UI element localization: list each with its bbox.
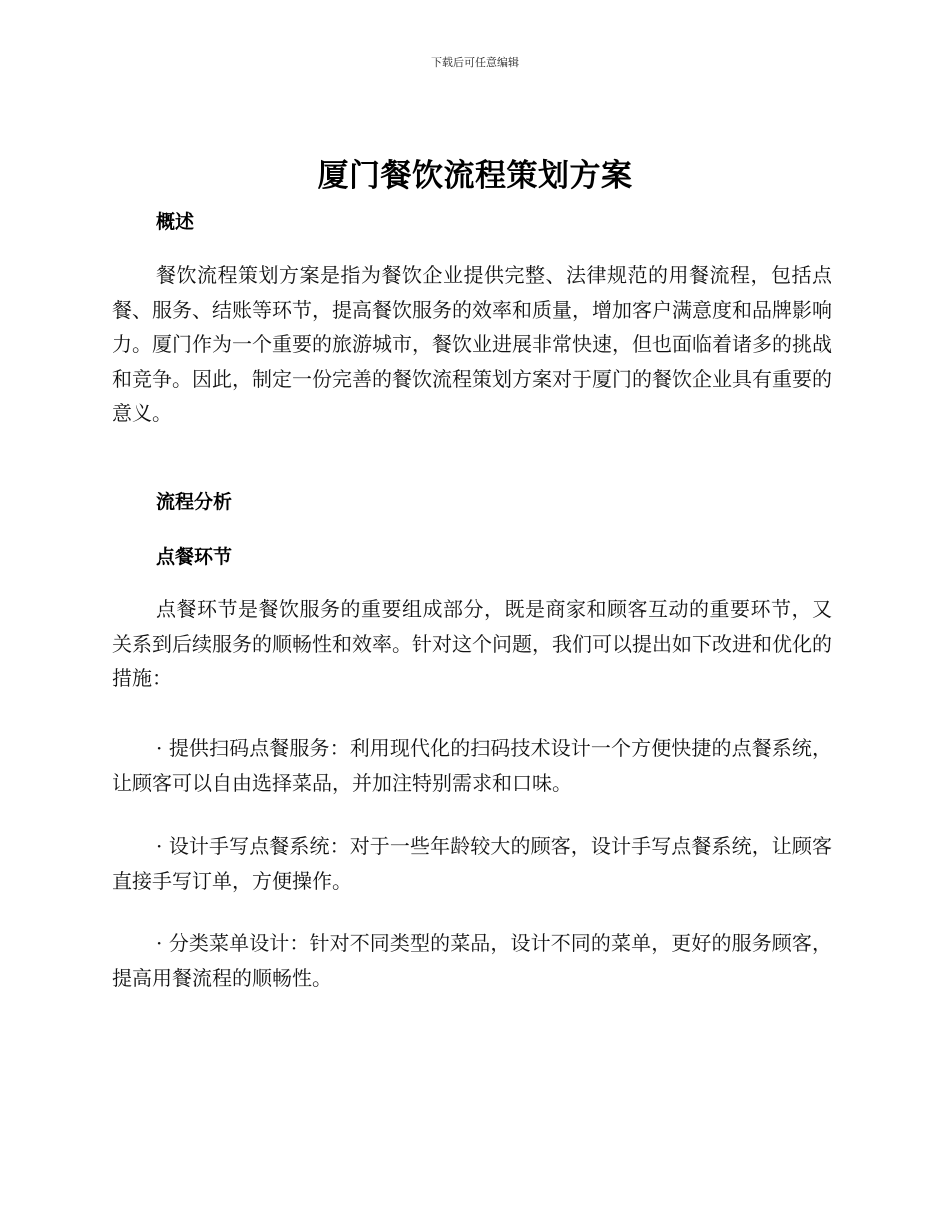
- ordering-heading: 点餐环节: [156, 546, 233, 568]
- document-title: 厦门餐饮流程策划方案: [317, 158, 633, 194]
- ordering-intro-paragraph: 点餐环节是餐饮服务的重要组成部分，既是商家和顾客互动的重要环节，又关系到后续服务的顺畅性和效率。针对这个问题，我们可以提出如下改进和优化的措施：: [112, 597, 832, 690]
- bullet-item: · 设计手写点餐系统：对于一些年龄较大的顾客，设计手写点餐系统，让顾客直接手写订单，方便操作。: [112, 834, 832, 893]
- header-note: 下载后可任意编辑: [431, 56, 519, 69]
- bullet-item: · 提供扫码点餐服务：利用现代化的扫码技术设计一个方便快捷的点餐系统，让顾客可以自由选择菜品，并加注特别需求和口味。: [112, 736, 832, 795]
- process-analysis-heading: 流程分析: [156, 491, 233, 513]
- overview-paragraph: 餐饮流程策划方案是指为餐饮企业提供完整、法律规范的用餐流程，包括点餐、服务、结账等环节，提高餐饮服务的效率和质量，增加客户满意度和品牌影响力。厦门作为一个重要的旅游城市，餐饮业进展非常快速，但也面临着诸多的挑战和竞争。因此，制定一份完善的餐饮流程策划方案对于厦门的餐饮企业具有重要的意义。: [112, 263, 832, 425]
- bullet-item: · 分类菜单设计：针对不同类型的菜品，设计不同的菜单，更好的服务顾客，提高用餐流程的顺畅性。: [112, 931, 832, 990]
- overview-heading: 概述: [156, 211, 195, 233]
